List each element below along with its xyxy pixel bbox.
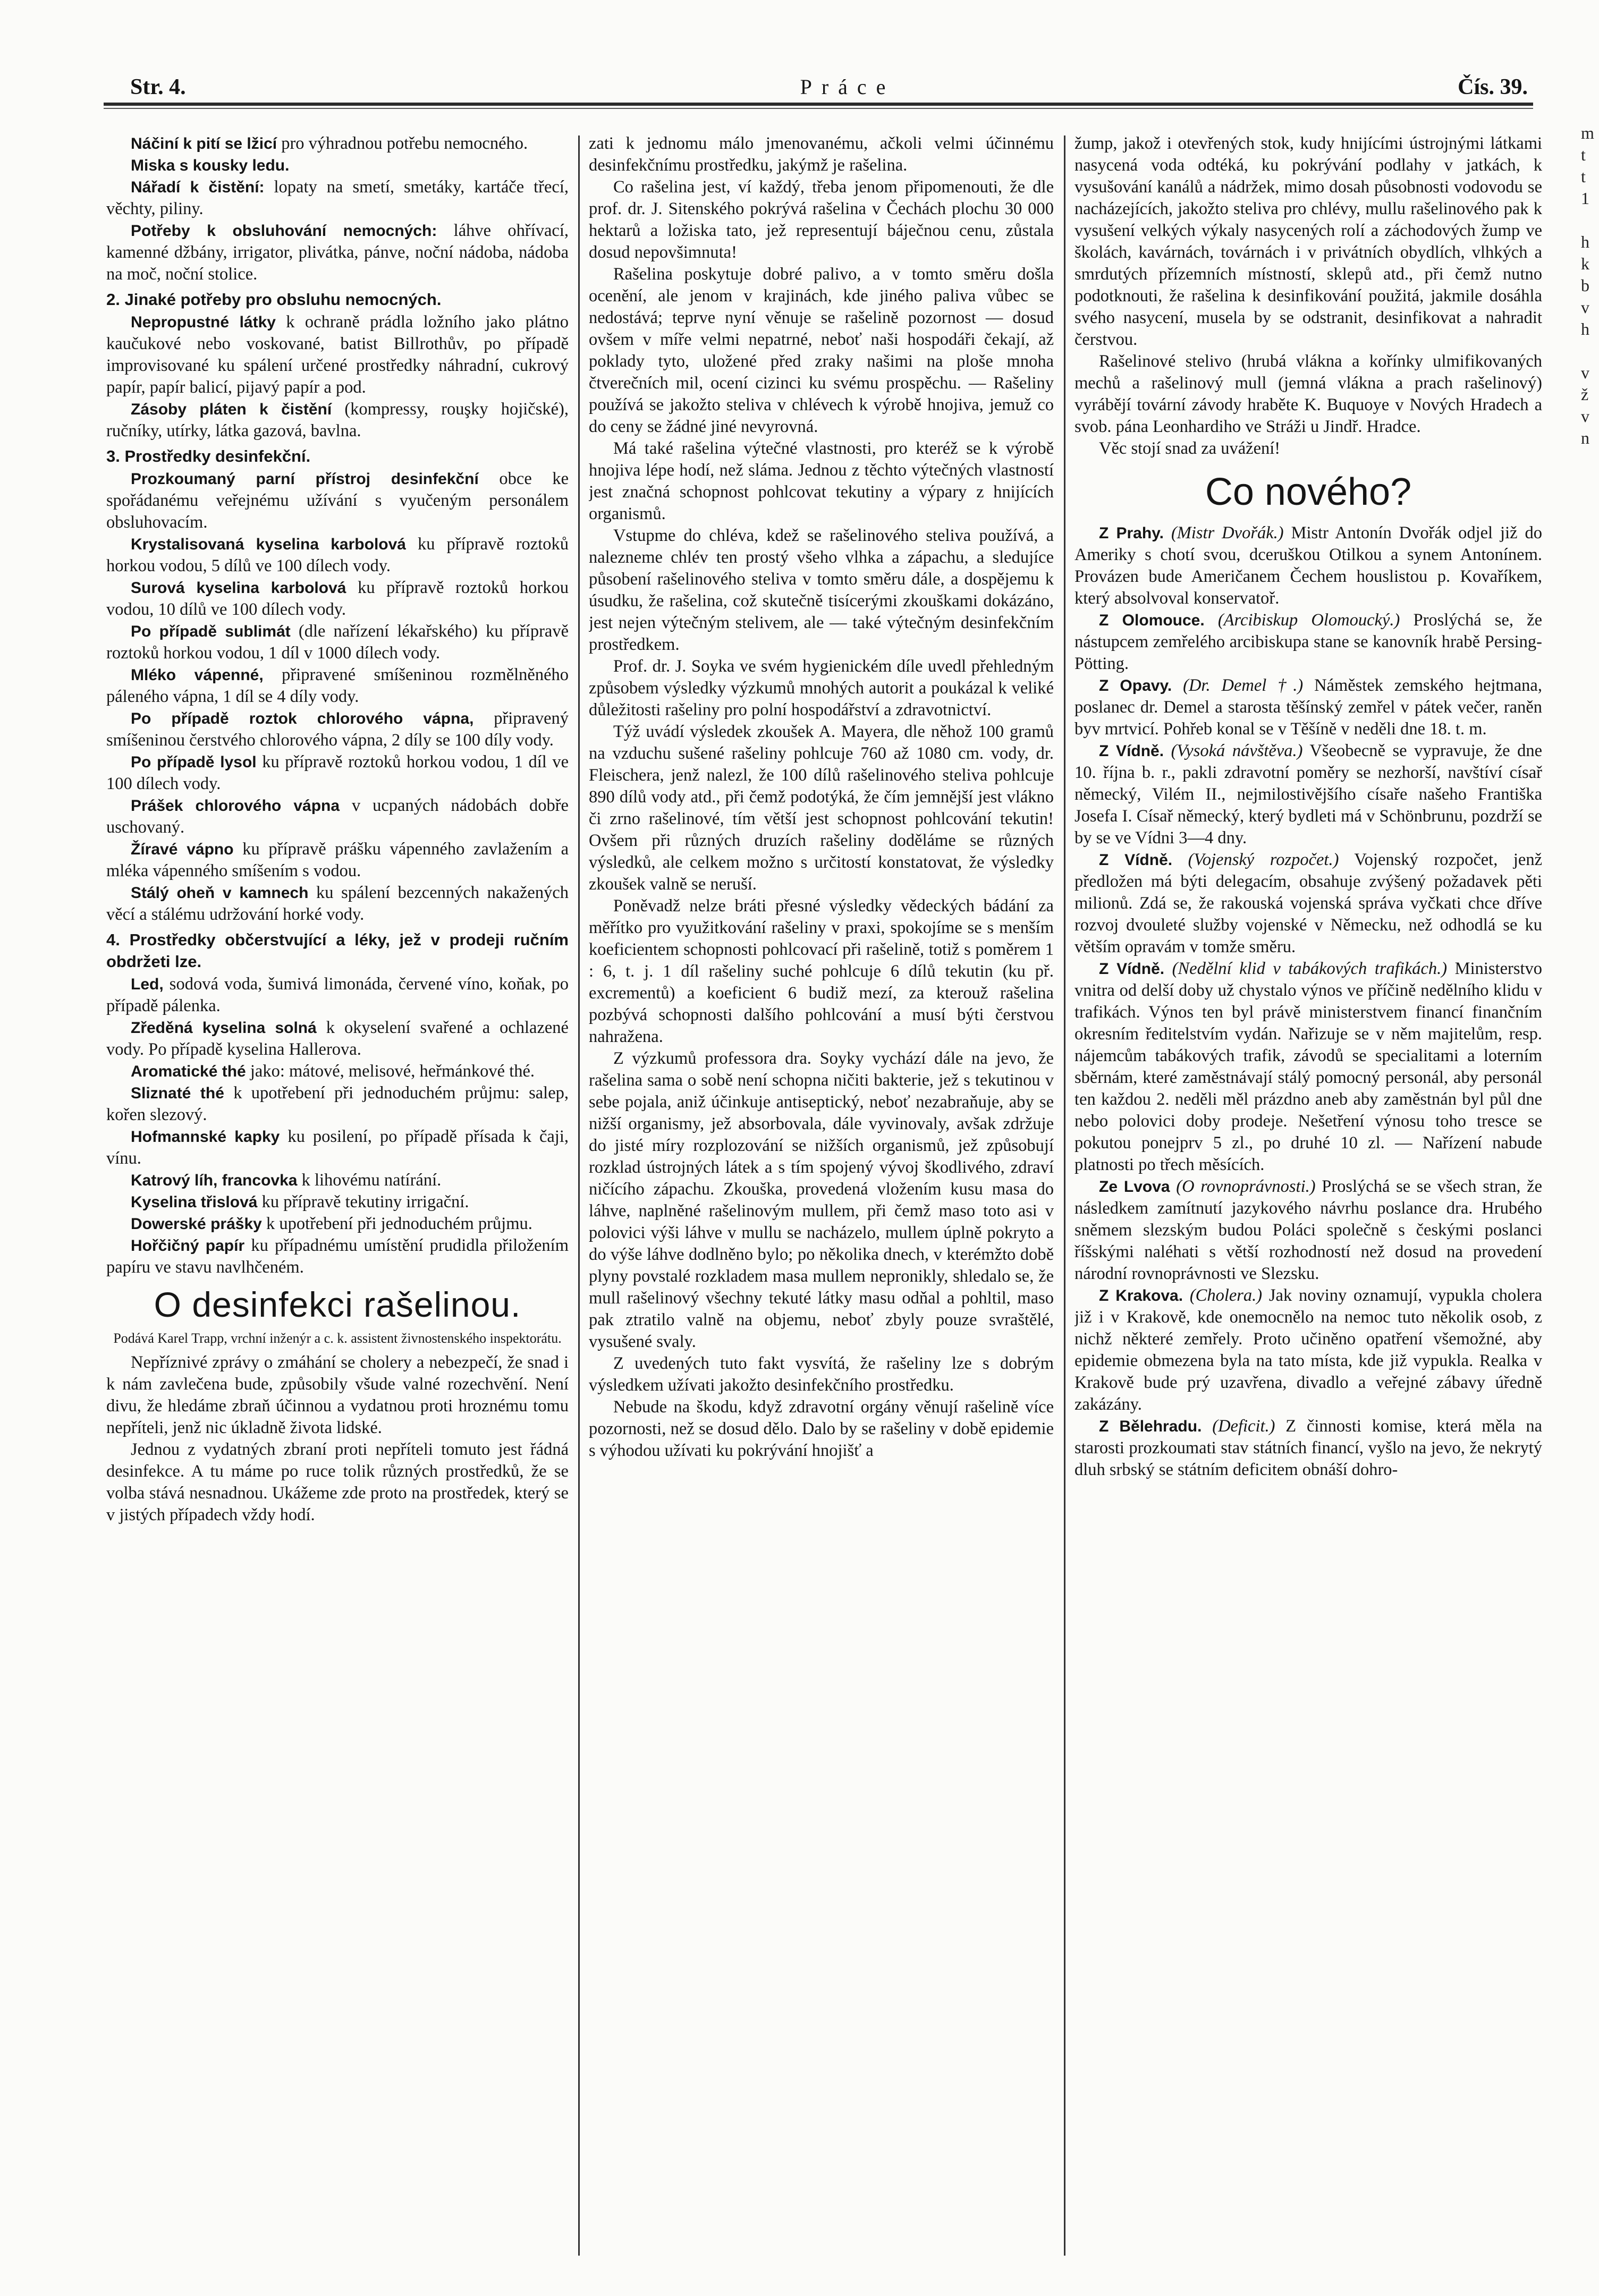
paragraph-text: (kompressy, rouşky hojičské), ručníky, utírky, látka gazová, bavlna.: [106, 400, 569, 440]
paragraph-text: ku případnému umístění prudidla přiložením papíru ve stavu navlhčeném.: [106, 1236, 569, 1277]
paragraph: [106, 1126, 569, 1170]
section-heading: 3. Prostředky desinfekční.: [106, 447, 311, 465]
paragraph: [589, 176, 1054, 264]
paragraph: [1075, 438, 1542, 460]
paragraph-text: sodová voda, šumivá limonáda, červené víno, koňak, po případě pálenka.: [106, 975, 569, 1015]
paragraph: [106, 1235, 569, 1278]
paragraph-text: ku přípravě prášku vápenného zavlažením a mléka vápenného smíšením s vodou.: [106, 840, 569, 880]
paragraph: [106, 795, 569, 838]
paragraph-lead: Náčiní k pití se lžicí: [131, 135, 277, 152]
news-item: [1075, 958, 1542, 1176]
paragraph-text: ku přípravě roztoků horkou vodou, 5 dílů ve 100 dílech vody.: [106, 535, 569, 575]
header-rule: [104, 103, 1533, 106]
paragraph: [106, 533, 569, 577]
paragraph-lead: Potřeby k obsluhování nemocných:: [131, 222, 437, 240]
paragraph-text: Poněvadž nelze bráti přesné výsledky vědeckých bádání za měřítko pro využitkování rašeliny v praxi, spokojíme se s menším koeficientem schopnosti pohlcovací při rašelině, totiž s poměrem 1 : 6, t. j. 1 díl rašeliny suché pohlcuje 6 dílů tekutin (ku př. excrementů) a koeficient 6 budiž mezí, za kterouž rašelina pozbývá schopnosti dalšího pohlcování a musí býti čerstvou nahražena.: [589, 896, 1054, 1046]
paragraph-text: připravené smíšeninou rozmělněného páleného vápna, 1 díl se 4 díly vody.: [106, 665, 569, 706]
news-text: Proslýchá se se všech stran, že následkem zamítnutí jazykového návrhu poslance dra. Hrubého sněmem slezským budou Poláci společně s českými poslanci říšskými naléhati s větší rozhodností než dosud na provedení národní rovnoprávnosti ve Slezsku.: [1075, 1177, 1542, 1283]
paragraph-lead: Po případě lysol: [131, 753, 257, 771]
section-title: Co nového?: [1205, 471, 1412, 513]
paragraph-text: Co rašelina jest, ví každý, třeba jenom připomenouti, že dle prof. dr. J. Sitenského pokrývá rašelina v Čechách plochu 30 000 hektarů a ložiska tato, jež representují báječnou cenu, zůstala dosud nepovšimnuta!: [589, 177, 1054, 262]
paragraph-lead: Po případě sublimát: [131, 623, 291, 640]
paragraph-text: lopaty na smetí, smetáky, kartáče třecí, věchty, piliny.: [106, 177, 569, 218]
paragraph: [106, 1017, 569, 1061]
paragraph: [106, 1170, 569, 1191]
paragraph-lead: Žíravé vápno: [131, 841, 234, 858]
paragraph-text: láhve ohřívací, kamenné džbány, irrigator, plivátka, pánve, noční nádoba, nádoba na moč, noční stolice.: [106, 221, 569, 284]
paragraph: [106, 708, 569, 751]
paragraph-lead: Surová kyselina karbolová: [131, 579, 346, 597]
paragraph: [589, 721, 1054, 895]
paragraph-text: Z výzkumů professora dra. Soyky vychází dále na jevo, že rašelina sama o sobě není schopna ničiti bakterie, jež s tekutinou v sebe pojala, aniž účinkuje antiseptický, neboť nezabraňuje, aby se nižší organismy, jež absorbovala, dále vyvinovaly, avšak zdržuje do jisté míry rozplozování se nižších organismů, jež způsobují rozklad ústrojných látek a s tím spojený vývoj škodlivého, zdraví ničícího zápachu. Zkouška, provedená vložením kusu masa do láhve, naplněné rašelinovým mullem, při čemž maso toto asi v polovici výši láhve v mullu se nacházelo, mullem úplně pokryto a do výše láhve dodlněno bylo; po několika dnech, v kterémžto době plyny povstalé rozkladem masa mullem nepronikly, shledalo se, že mull rašelinový všechny tekuté látky masu odňal a pohltil, maso pak ztratilo valně na objemu, neboť zbyly pouze svraštělé, vysušené svaly.: [589, 1049, 1054, 1351]
paragraph: [106, 838, 569, 882]
next-page-edge-text: m t t 1 h k b v h v ž v n: [1581, 123, 1594, 447]
column-divider: [578, 135, 580, 2256]
news-place: Z Bělehradu.: [1099, 1418, 1202, 1435]
page-number: Str. 4.: [130, 75, 186, 99]
paragraph-lead: Dowerské prášky: [131, 1215, 262, 1233]
paragraph: [106, 468, 569, 533]
section-heading: 4. Prostředky občerstvující a léky, jež v prodeji ručním obdržeti lze.: [106, 930, 569, 971]
column-divider: [1064, 135, 1065, 2256]
paragraph: [106, 751, 569, 795]
paragraph: [106, 1352, 569, 1439]
article-title: O desinfekci rašelinou.: [154, 1285, 521, 1324]
paragraph-text: připravený smíšeninou čerstvého chlorového vápna, 2 díly se 100 díly vody.: [106, 709, 569, 750]
paragraph-lead: Miska s kousky ledu.: [131, 157, 290, 174]
paragraph: [589, 133, 1054, 176]
news-place: Ze Lvova: [1099, 1178, 1170, 1196]
paragraph-text: zati k jednomu málo jmenovanému, ačkoli velmi účinnému desinfekčnímu prostředku, jakýmž je rašelina.: [589, 134, 1054, 175]
news-topic: (Arcibiskup Olomoucký.): [1217, 611, 1400, 630]
news-topic: (Nedělní klid v tabákových trafikách.): [1172, 959, 1448, 978]
paragraph: [589, 1353, 1054, 1396]
paragraph-lead: Aromatické thé: [131, 1063, 246, 1080]
paragraph-text: k upotřebení při jednoduchém průjmu.: [261, 1214, 532, 1233]
paragraph-text: Jednou z vydatných zbraní proti nepříteli tomuto jest řádná desinfekce. A tu máme po ruce tolik různých prostředků, že se volba stává nesnadnou. Ukážeme zde proto na prostředek, který se v jistých případech vždy hodí.: [106, 1440, 569, 1524]
news-item: [1075, 1176, 1542, 1285]
news-item: [1075, 1285, 1542, 1416]
paragraph-text: Vstupme do chléva, kdež se rašelinového steliva používá, a nalezneme chlév ten prostý všeho vlhka a zápachu, a sledujíce působení rašelinového steliva v tomto směru dále, a dospějemu k úsudku, že rašelina, což skutečně tisícerými zkouškami dokázáno, jest nejen výtečným stelivem, ale — také výtečným desinfekčním prostředkem.: [589, 526, 1054, 654]
paragraph: [589, 264, 1054, 438]
news-item: [1075, 1416, 1542, 1481]
paragraph: [106, 1439, 569, 1526]
paragraph-text: Rašelinové stelivo (hrubá vlákna a kořínky ulmifikovaných mechů a rašelinový mull (jemná vlákna a prach rašelinový) vyrábějí tovární závody hraběte K. Buquoye v Nových Hradech a svob. pána Leonhardiho ve Stráži u Jindř. Hradce.: [1075, 352, 1542, 436]
paragraph-lead: Zásoby pláten k čistění: [131, 401, 332, 418]
paragraph-text: Prof. dr. J. Soyka ve svém hygienickém díle uvedl přehledným způsobem výsledky výzkumů mnohých autorit a poukázal k veliké důležitosti rašeliny pro polní hospodářství a zdravotnictví.: [589, 657, 1054, 719]
paragraph-lead: Sliznaté thé: [131, 1085, 224, 1102]
paragraph-text: k lihovému natírání.: [297, 1171, 442, 1190]
paragraph-text: v ucpaných nádobách dobře uschovaný.: [106, 796, 569, 837]
paragraph-lead: Zředěná kyselina solná: [131, 1019, 317, 1037]
paragraph-lead: Mléko vápenné,: [131, 666, 264, 684]
paragraph: [106, 1191, 569, 1213]
paragraph: [106, 973, 569, 1017]
paragraph: [589, 1396, 1054, 1462]
paragraph-lead: Nepropustné látky: [131, 314, 276, 331]
paragraph: [106, 1061, 569, 1082]
paragraph: [106, 882, 569, 926]
news-place: Z Opavy.: [1099, 677, 1172, 694]
news-topic: (O rovnoprávnosti.): [1176, 1177, 1316, 1196]
paragraph-text: ku přípravě roztoků horkou vodou, 1 díl ve 100 dílech vody.: [106, 752, 569, 793]
paragraph-lead: Po případě roztok chlorového vápna,: [131, 710, 474, 727]
paragraph-lead: Katrový líh, francovka: [131, 1172, 298, 1189]
section-heading: 2. Jinaké potřeby pro obsluhu nemocných.: [106, 290, 442, 309]
news-place: Z Prahy.: [1099, 524, 1164, 542]
news-place: Z Vídně.: [1099, 742, 1164, 760]
news-text: Z činnosti komise, která měla na starosti prozkoumati stav státních financí, vyšlo na jevo, že nekrytý dluh srbský se státním deficitem obnáší dohro-: [1075, 1417, 1542, 1479]
news-topic: (Mistr Dvořák.): [1171, 523, 1284, 543]
paragraph: [589, 525, 1054, 656]
news-topic: (Deficit.): [1212, 1417, 1275, 1436]
paragraph-lead: Hofmannské kapky: [131, 1128, 280, 1146]
paragraph-text: Z uvedených tuto fakt vysvítá, že rašeliny lze s dobrým výsledkem užívati jakožto desinfekčního prostředku.: [589, 1354, 1054, 1395]
paragraph-text: ku posilení, po případě přísada k čaji, vínu.: [106, 1127, 569, 1168]
page-header: [93, 74, 1528, 106]
column-left: [106, 133, 569, 2258]
paragraph: [106, 176, 569, 220]
paragraph: [106, 1082, 569, 1126]
paragraph-lead: Stálý oheň v kamnech: [131, 884, 309, 902]
news-topic: (Cholera.): [1189, 1286, 1263, 1305]
paragraph: [106, 664, 569, 708]
paragraph-text: obce ke spořádanému veřejnému užívání s vyučeným personálem obsluhovacím.: [106, 469, 569, 532]
paragraph-text: ku přípravě roztoků horkou vodou, 10 dílů ve 100 dílech vody.: [106, 578, 569, 619]
paragraph: [589, 438, 1054, 525]
paragraph-text: Týž uvádí výsledek zkoušek A. Mayera, dle něhož 100 gramů na vzduchu sušené rašeliny pohlcuje 760 až 1080 cm. vody, dr. Fleischera, jenž nalezl, že 100 dílů rašelinového steliva pohlcuje 890 dílů vody atd., při čemž podotýká, že čím jemnější jest vlákno či zrno rašelinové, tím větší jest schopnost pohlcování tekutin! Ovšem při různých druzích rašeliny doděláme se různých výsledků, ale celkem možno s určitostí konstatovat, že výsledky zkoušek valně se neruší.: [589, 722, 1054, 894]
news-place: Z Olomouce.: [1099, 612, 1205, 629]
news-text: Ministerstvo vnitra od delší doby už chystalo výnos ve příčině nedělního klidu v trafikách. Výnos ten byl právě ministerstvem financí finančním okresním ředitelstvím vydán. Nařizuje se v něm majitelům, resp. nájemcům tabákových trafik, závodů se specialitami a loterním sběrnám, které zaměstnávají stálý pomocný personál, aby personál ten každou 2. neděli měl prázdno aneb aby zaměstnán byl půl dne nebo polovici doby prodeje. Nešetření výnosu toho tresce se pokutou ponejprv 5 zl., po druhé 10 zl. — Nařízení nabude platnosti po třech měsících.: [1075, 959, 1542, 1174]
newspaper-title: Práce: [800, 75, 895, 99]
paragraph-lead: Prozkoumaný parní přístroj desinfekční: [131, 470, 479, 488]
paragraph-lead: Prášek chlorového vápna: [131, 797, 340, 815]
paragraph-lead: Nářadí k čistění:: [131, 179, 265, 196]
news-text: Vojenský rozpočet, jenž předložen má býti delegacím, obsahuje zvýšený požadavek pěti milionů. Zdá se, že rakouská vojenská správa vyčkati chce dříve rozvoj dvouleté služby vojenské v Německu, než odhodlá se ku větším opravám v tomže směru.: [1075, 850, 1542, 956]
paragraph: [106, 220, 569, 285]
paragraph-text: (dle nařízení lékařského) ku přípravě roztoků horkou vodou, 1 díl v 1000 dílech vody.: [106, 622, 569, 663]
news-topic: (Vysoká návštěva.): [1171, 741, 1303, 760]
header-rule-thin: [104, 108, 1533, 109]
paragraph-text: Nepříznivé zprávy o zmáhání se cholery a nebezpečí, že snad i k nám zavlečena bude, způsobily všude valné rozechvění. Není divu, že hledáme zbraň účinnou a vydatnou proti hroznému tomu nepříteli, jenž nic úkladně života lidské.: [106, 1353, 569, 1437]
paragraph-lead: Krystalisovaná kyselina karbolová: [131, 536, 406, 553]
paragraph: [106, 133, 569, 155]
paragraph: [106, 155, 569, 176]
paragraph: [589, 656, 1054, 721]
paragraph: [106, 621, 569, 664]
news-place: Z Krakova.: [1099, 1287, 1183, 1304]
paragraph: [1075, 351, 1542, 438]
news-item: [1075, 740, 1542, 849]
paragraph-text: jako: mátové, melisové, heřmánkové thé.: [246, 1062, 535, 1081]
paragraph-lead: Hořčičný papír: [131, 1237, 245, 1255]
news-topic: (Vojenský rozpočet.): [1188, 850, 1339, 869]
paragraph-text: k okyselení svařené a ochlazené vody. Po případě kyselina Hallerova.: [106, 1018, 569, 1059]
news-item: [1075, 522, 1542, 609]
news-item: [1075, 609, 1542, 675]
issue-number: Čís. 39.: [1458, 75, 1528, 99]
paragraph: [106, 399, 569, 442]
paragraph-text: Rašelina poskytuje dobré palivo, a v tomto směru došla ocenění, ale jenom v krajinách, kde jiného paliva vůbec se nedostává; teprve nyní věnuje se rašelině pozornost — dosud ovšem v míře velmi nepatrné, neboť naši hospodáři čekají, až poklady tyto, uložené před zraky našimi na ploše mnoha čtverečních mil, ocení cizinci ku svému prospěchu. — Rašeliny používá se jakožto steliva v chlévech k výrobě hnojiva, jemuž co do ceny se žádné jiné nevyrovná.: [589, 265, 1054, 436]
paragraph-text: žump, jakož i otevřených stok, kudy hnijícími ústrojnými látkami nasycená voda odtéká, ku pokrývání podlahy v jatkách, k vysušování kanálů a nádržek, mimo dosah působnosti vodovodu se nacházejících, jakožto steliva pro chlévy, mullu rašelinového pak k vysušení velkých výkaly nasycených rolí a záchodových žump ve školách, kavárnách, továrnách i v privátních obydlích, vlhkých a smrdutých přízemních místností, sklepů atd., při čemž nutno podotknouti, že rašelina k desinfikování použitá, jakmile dosáhla svého nasycení, musela by se odstranit, desinfikovat a nahradit čerstvou.: [1075, 134, 1542, 349]
paragraph-text: ku spálení bezcenných nakažených věcí a stálému udržování horké vody.: [106, 883, 569, 924]
column-middle: [589, 133, 1054, 2258]
paragraph-lead: Kyselina třislová: [131, 1193, 258, 1211]
news-topic: (Dr. Demel †.): [1183, 676, 1304, 695]
news-item: [1075, 849, 1542, 958]
news-text: Proslýchá se, že nástupcem zemřelého arcibiskupa stane se kanovník hrabě Persing-Pötting.: [1075, 611, 1542, 673]
paragraph: [106, 1213, 569, 1235]
paragraph-text: Věc stojí snad za uvážení!: [1099, 439, 1281, 458]
article-byline: Podává Karel Trapp, vrchní inženýr a c. k. assistent živnostenského inspektorátu.: [113, 1331, 562, 1346]
paragraph-text: Má také rašelina výtečné vlastnosti, pro kteréž se k výrobě hnojiva lépe hodí, než sláma. Jednou z těchto výtečných vlastností jest značná schopnost pohlcovat tekutiny a výpary z hnijících organismů.: [589, 439, 1054, 523]
paragraph-lead: Led,: [131, 976, 164, 993]
paragraph: [106, 311, 569, 399]
paragraph-text: Nebude na škodu, když zdravotní orgány věnují rašelině více pozornosti, než se dosud dělo. Dalo by se rašeliny v době epidemie s výhodou užívati ku pokrývání hnojišť a: [589, 1397, 1054, 1460]
news-text: Mistr Antonín Dvořák odjel již do Ameriky s chotí svou, dceruškou Otilkou a synem Antonínem. Provázen bude Američanem Čechem houslistou p. Kovaříkem, který absolvoval konservatoř.: [1075, 523, 1542, 608]
paragraph-text: k upotřebení při jednoduchém průjmu: salep, kořen slezový.: [106, 1083, 569, 1124]
news-text: Všeobecně se vypravuje, že dne 10. října b. r., pakli zdravotní poměry se nezhorší, navštíví císař německý, Vilém II., nejmilostivějšího císaře našeho Františka Josefa I. Císař německý, který bydleti má v Schönbrunu, pozdrží se by se ve Vídni 3—4 dny.: [1075, 741, 1542, 848]
paragraph: [106, 577, 569, 621]
news-item: [1075, 675, 1542, 740]
paragraph: [589, 1048, 1054, 1353]
paragraph: [589, 895, 1054, 1048]
news-place: Z Vídně.: [1099, 851, 1173, 869]
column-right: [1075, 133, 1542, 2258]
paragraph-text: pro výhradnou potřebu nemocného.: [277, 134, 528, 153]
news-text: Náměstek zemského hejtmana, poslanec dr. Demel a starosta těšínský zemřel v pátek večer, raněn byv mrtvicí. Pohřeb konal se v Těšíně v neděli dne 18. t. m.: [1075, 676, 1542, 739]
news-place: Z Vídně.: [1099, 960, 1165, 978]
paragraph: [1075, 133, 1542, 351]
news-text: Jak noviny oznamují, vypukla cholera již i v Krakově, kde onemocnělo na nemoc tuto několik osob, z nichž některé zemřely. Proto učiněno opatření všemožné, aby epidemie obmezena byla na tato místa, kde již vypukla. Realka v Krakově bude prý uzavřena, divadlo a veřejné zábavy úředně zakázány.: [1075, 1286, 1542, 1414]
paragraph-text: ku přípravě tekutiny irrigační.: [257, 1192, 469, 1211]
paragraph-text: k ochraně prádla ložního jako plátno kaučukové nebo voskované, batist Billrothův, po případě improvisované ku spálení určené prostředky náhradní, cukrový papír, papír balicí, pijavý papír a pod.: [106, 312, 569, 397]
